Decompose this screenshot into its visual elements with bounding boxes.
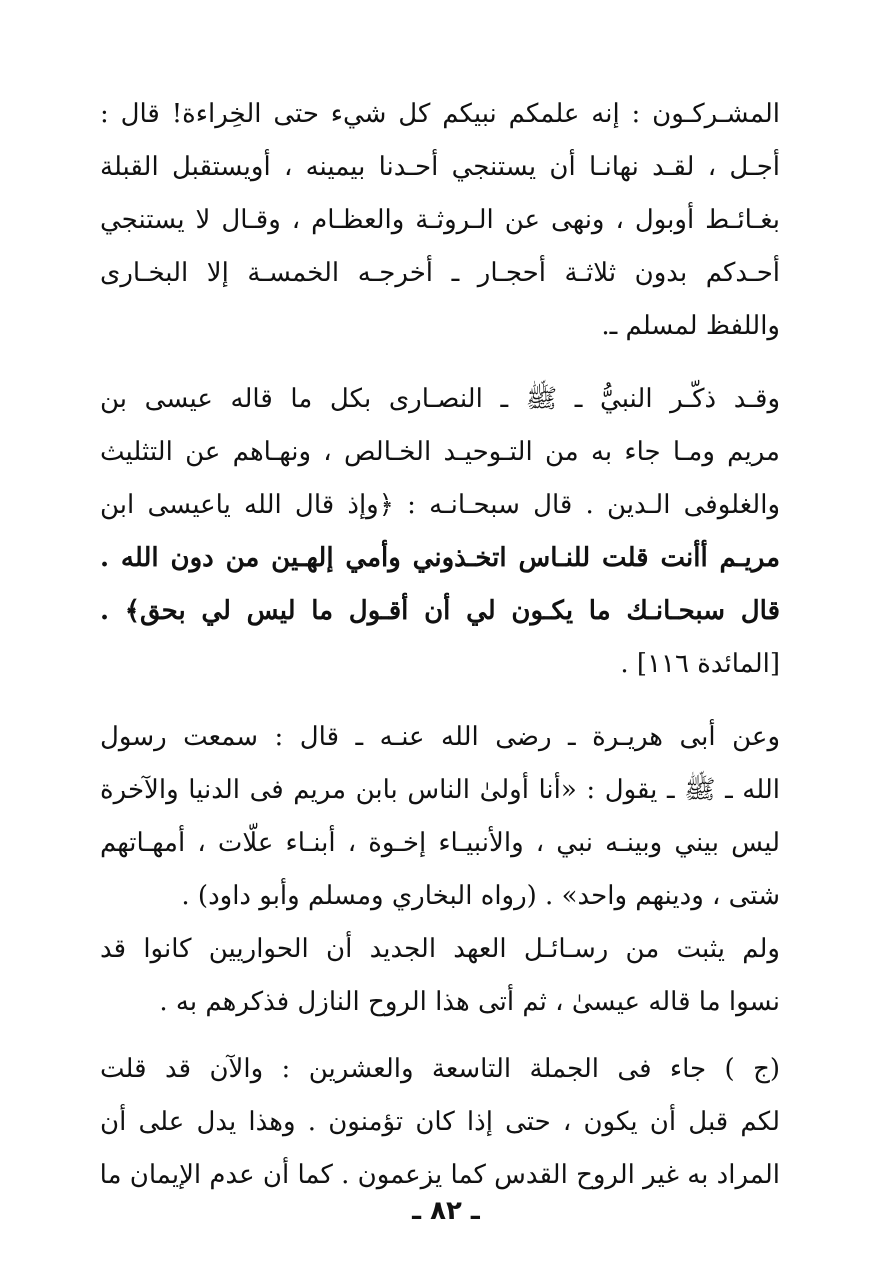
paragraph-spacer [100, 353, 780, 373]
text-line: واللفظ لمسلم ـ. [601, 311, 780, 341]
paragraph-spacer [100, 691, 780, 711]
text-line: شتى ، ودينهم واحد» . (رواه البخاري ومسلم وأبو داود) . [181, 881, 780, 911]
text-line: أجـل ، لقـد نهانـا أن يستنجي أحـدنا بيمينه ، أويستقبل القبلة [100, 152, 780, 182]
text-line: وعن أبى هريـرة ـ رضى الله عنـه ـ قال : سمعت رسول [100, 722, 780, 752]
quran-verse-line: مريـم أأنت قلت للنـاس اتخـذوني وأمي إلهـين من دون الله . [100, 543, 780, 573]
text-line: ليس بيني وبينـه نبي ، والأنبيـاء إخـوة ، أبنـاء علّات ، أمهـاتهم [100, 828, 780, 858]
text-line: مريم ومـا جاء به من التـوحيـد الخـالص ، ونهـاهم عن التثليث [100, 437, 780, 467]
paragraph-spacer [100, 1029, 780, 1043]
paragraph-4 [100, 923, 780, 1029]
quran-verse-line: قال سبحـانـك ما يكـون لي أن أقـول ما ليس لي بحق﴾ . [100, 596, 780, 626]
text-line: (ج ) جاء فى الجملة التاسعة والعشرين : والآن قد قلت [100, 1054, 780, 1084]
paragraph-1 [100, 88, 780, 353]
paragraph-2 [100, 373, 780, 691]
text-line: ولم يثبت من رسـائـل العهد الجديد أن الحواريين كانوا قد [100, 934, 780, 964]
text-line: المراد به غير الروح القدس كما يزعمون . كما أن عدم الإيمان ما [99, 1160, 780, 1190]
text-line: لكم قبل أن يكون ، حتى إذا كان تؤمنون . وهذا يدل على أن [100, 1107, 780, 1137]
text-line: والغلوفى الـدين . قال سبحـانـه : ﴿وإذ قال الله ياعيسى ابن [100, 490, 780, 520]
page-body [100, 88, 780, 1202]
page-number: ـ ٨٢ ـ [412, 1196, 480, 1226]
text-line: وقـد ذكّـر النبيُّ ـ ﷺ ـ النصـارى بكل ما قاله عيسى بن [100, 384, 780, 414]
text-line: أحـدكم بدون ثلاثـة أحجـار ـ أخرجـه الخمسـة إلا البخـارى [100, 258, 780, 288]
text-line: نسوا ما قاله عيسىٰ ، ثم أتى هذا الروح النازل فذكرهم به . [159, 987, 780, 1017]
text-line: المشـركـون : إنه علمكم نبيكم كل شيء حتى الخِراءة! قال : [100, 99, 780, 129]
paragraph-5 [100, 1043, 780, 1202]
text-line: بغـائـط أوبول ، ونهى عن الـروثـة والعظـام ، وقـال لا يستنجي [100, 205, 780, 235]
text-line: الله ـ ﷺ ـ يقول : «أنا أولىٰ الناس بابن مريم فى الدنيا والآخرة [100, 775, 780, 805]
paragraph-3 [100, 711, 780, 923]
verse-reference: [المائدة ١١٦] . [620, 649, 780, 679]
